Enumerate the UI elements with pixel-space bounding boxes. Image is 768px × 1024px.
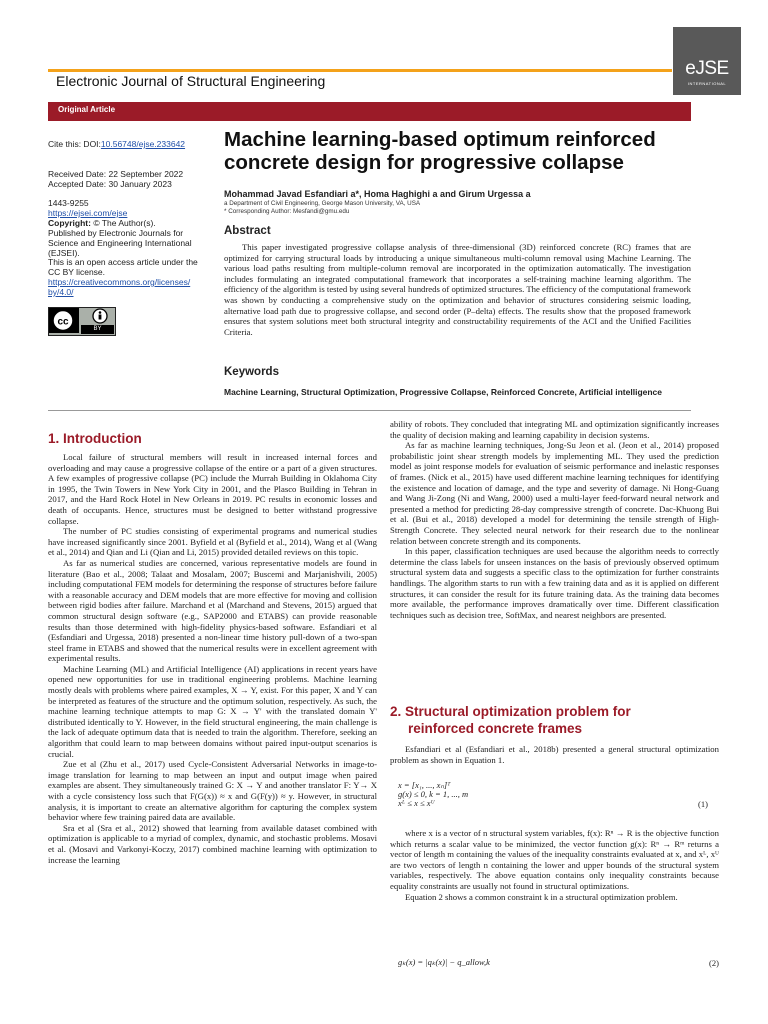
svg-text:cc: cc bbox=[57, 316, 69, 328]
copyright-label: Copyright: bbox=[48, 218, 91, 228]
section-1-heading: 1. Introduction bbox=[48, 431, 142, 446]
paragraph: As far as machine learning techniques, Jong-Su Jeon et al. (Jeon et al., 2014) proposed probabilistic joint shear strength models by implementing ML. They used the prediction model as joint response models for evaluation of seismic performance and inelastic responses of frames. (Nick et al., 2015) have used different machine learning techniques for identifying the existence and location of damage, and the type and severity of damage. Ni Hong-Guang and Wang Ji-Zong (Ni and Wang, 2000) used a multi-layer feed-forward neural network and presented a method for predicting 28-day compressive strength of concrete. Dac-Khuong Bui et al. (Bui et al., 2018) developed a model for determining the tensile strength of High-Strength Concrete. They selected neural network for their research due to the nonlinear relation between concrete strength and its components. bbox=[390, 440, 719, 546]
accepted-date: Accepted Date: 30 January 2023 bbox=[48, 179, 172, 189]
paragraph: Esfandiari et al (Esfandiari et al., 2018b) presented a general structural optimization problem as shown in Equation 1. bbox=[390, 744, 719, 765]
paragraph: Machine Learning (ML) and Artificial Intelligence (AI) applications in recent years have opened new opportunities for use in traditional engineering problems. Machine learning mostly deals with problems where paired examples, X → Y, exist. For this paper, X and Y can be interpreted as features of the structure and the optimum solution, respectively. As such, the machine learning technique attempts to map G: X → Y' with the translated domain Y' distributed identically to Y. However, in the field structural engineering, the main challenge is the lack of adequate optimum data that is needed to train the algorithm. Therefore, seeking an algorithm that could learn to map between domains without paired input-output scenarios is crucial. bbox=[48, 663, 377, 759]
cc-icon bbox=[51, 309, 75, 332]
paragraph: In this paper, classification techniques are used because the algorithm needs to correctly determine the class labels for unseen instances on the basis of previously observed optimum structural system data and suggests a specific class to the optimization for further constraints handlings. The algorithm starts to run with a few training data and as it is applied on different structures, it can consider the result for its future training data. As the training data becomes more available, the performance improves dramatically over time. Different classification techniques such as decision tree, SoftMax, and nearest neighbors are presented. bbox=[390, 546, 719, 620]
keywords-heading: Keywords bbox=[224, 366, 279, 378]
author-list: Mohammad Javad Esfandiari a*, Homa Haghighi a and Girum Urgessa a bbox=[224, 189, 531, 199]
equation-2-number: (2) bbox=[709, 958, 719, 968]
citation bbox=[48, 139, 198, 149]
doi-link[interactable]: 10.56748/ejse.233642 bbox=[100, 139, 186, 149]
corresponding-author: * Corresponding Author: Mesfandi@gmu.edu bbox=[224, 208, 350, 215]
abstract-heading: Abstract bbox=[224, 225, 271, 237]
header-divider bbox=[48, 410, 691, 411]
equation-1-line2: g(x) ≤ 0, k = 1, ..., m bbox=[398, 789, 469, 799]
affiliation: a Department of Civil Engineering, George Mason University, VA, USA bbox=[224, 200, 421, 207]
paragraph: Zue et al (Zhu et al., 2017) used Cycle-Consistent Adversarial Networks in image-to-image translation for learning to map between an input and output image when paired examples are absent. They simultaneously trained G: X → Y and another translator F: Y→ X with a cycle consistency loss such that F(G(x)) ≈ x and G(F(y)) ≈ y. However, in structural analysis, it is important to create an alternative algorithm for capturing the complex system behavior where few training paired data are available. bbox=[48, 759, 377, 823]
article-type-bar bbox=[48, 102, 691, 121]
paragraph: ability of robots. They concluded that integrating ML and optimization significantly increases the quality of decision making and learning capability in decision systems. bbox=[390, 419, 719, 440]
equation-1-line1: x = [x₁, ..., xₙ]ᵀ bbox=[398, 780, 451, 790]
equation-1-number: (1) bbox=[698, 799, 708, 809]
journal-url-link[interactable]: https://ejsei.com/ejse bbox=[48, 208, 128, 218]
equation-1-explanation bbox=[390, 828, 719, 902]
published-by: Published by Electronic Journals for Science and Engineering International (EJSEI). bbox=[48, 228, 192, 258]
right-body-column bbox=[390, 419, 719, 620]
attribution-icon bbox=[92, 308, 108, 324]
received-date: Received Date: 22 September 2022 bbox=[48, 169, 184, 179]
section-2-heading-line1: 2. Structural optimization problem for bbox=[390, 704, 631, 719]
paper-title: Machine learning-based optimum reinforced concrete design for progressive collapse bbox=[224, 128, 656, 174]
left-body-column bbox=[48, 452, 377, 865]
keywords-list: Machine Learning, Structural Optimization, Progressive Collapse, Reinforced Concrete, Artificial intelligence bbox=[224, 387, 663, 397]
equation-1-line3: xᴸ ≤ x ≤ xᵁ bbox=[398, 798, 435, 808]
paragraph: Equation 2 shows a common constraint k in a structural optimization problem. bbox=[405, 891, 678, 902]
equation-2: gₖ(x) = |qₖ(x)| − q_allow,k bbox=[398, 957, 490, 967]
paragraph: where x is a vector of n structural system variables, f(x): Rⁿ → R is the objective function which returns a scalar value to be minimized, the vector function g(x): Rⁿ → Rᵐ returns a vector of length m containing the values of the inequality constraints evaluated at x, and xᴸ, xᵁ are two vectors of length n containing the lower and upper bounds of the structural system variables, respectively. The above equation contains only inequality constraints because equality constraints are usually not found in structural optimizations. bbox=[390, 828, 719, 891]
license-link[interactable]: https://creativecommons.org/licenses/by/4.0/ bbox=[48, 277, 191, 297]
journal-title: Electronic Journal of Structural Engineering bbox=[56, 73, 326, 89]
equation-1 bbox=[398, 781, 468, 808]
copyright-text: © The Author(s). bbox=[90, 218, 156, 228]
paragraph: The number of PC studies consisting of experimental programs and numerical studies have increased significantly since 2001. Byfield et al (Byfield et al., 2014), Wang et al (Wang et al., 2014) and Qian and Li (Qian and Li, 2015) provided detailed reviews on this topic. bbox=[48, 526, 377, 558]
open-access-note: This is an open access article under the CC BY license. bbox=[48, 257, 198, 277]
section-2-heading-line2: reinforced concrete frames bbox=[408, 721, 583, 736]
cc-by-label: BY bbox=[81, 325, 114, 334]
section-2-intro bbox=[390, 744, 719, 765]
paragraph: As far as numerical studies are concerned, various representative models are found in literature (Bao et al., 2008; Talaat and Mosalam, 2007; Buscemi and Marjanishvili, 2005) including computational FEM models for determining the response of structures before failure with a reasonable accuracy and DEM models that are more effective for moving and collision between rigid bodies after failure. Marchand et al (Marchand and Stevens, 2015) argued that common structural design software (e.g., SAP2000 and ETABS) can provide reasonable results than those determined with high-fidelity physics-based software. Esfandiari et al (Esfandiari and Urgessa, 2018) presented a non-linear time history pull-down of a two-span steel frame in ETABS and showed that the numerical results were in excellent agreement with experimental results. bbox=[48, 557, 377, 664]
paragraph: Sra et al (Sra et al., 2012) showed that learning from available dataset combined with optimization is applicable to a myriad of complex, dynamic, and stochastic problems. Mosavi et al. (Mosavi and Varkonyi-Koczy, 2017) combined machine learning with optimization to increase the learning bbox=[48, 822, 377, 865]
logo-text: eJSE bbox=[685, 58, 729, 79]
section-2-heading bbox=[390, 703, 631, 737]
article-type: Original Article bbox=[58, 105, 116, 114]
cite-label: Cite this: DOI: bbox=[48, 139, 101, 149]
issn: 1443-9255 bbox=[48, 198, 89, 208]
copyright bbox=[48, 218, 198, 228]
paragraph: Local failure of structural members will result in increased internal forces and overloading and may cause a progressive collapse of the entire or a part of a given structures. A few examples of progressive collapse (PC) include the Murrah Building in Oklahoma City in 1995, the Twin Towers in New York City in 2001, and the Plasco Building in Tehran in 2017, and the Hard Rock Hotel in New Orleans in 2019. PC results in economic losses and death of occupants. Hence, structures must be designed to better withstand progressive collapse. bbox=[48, 452, 377, 526]
abstract-text: This paper investigated progressive collapse analysis of three-dimensional (3D) reinforced concrete (RC) frames that are optimized for carrying structural loads by introducing a unique simultaneous multi-column removal using Machine Learning. The various load paths resulting from multiple-column removal are incorporated in the optimization automatically. The investigation includes formulating an integrated computational framework that incorporates a self-training machine learning algorithm. The efficiency of the algorithm is tested by using several hundreds of optimized structures. The efficiency of the computational framework was shown by conducting a comprehensive study on the optimization and behavior of structures considering seismic loading, alternative load path due to progressive collapse, and second order (P–delta) effects. The results show that the proposed framework ensures that system solutions meet both structural integrity and constructability requirements of the ACI and the Unified Facilities Criteria. bbox=[224, 242, 691, 337]
logo-subtext: INTERNATIONAL bbox=[687, 81, 727, 86]
